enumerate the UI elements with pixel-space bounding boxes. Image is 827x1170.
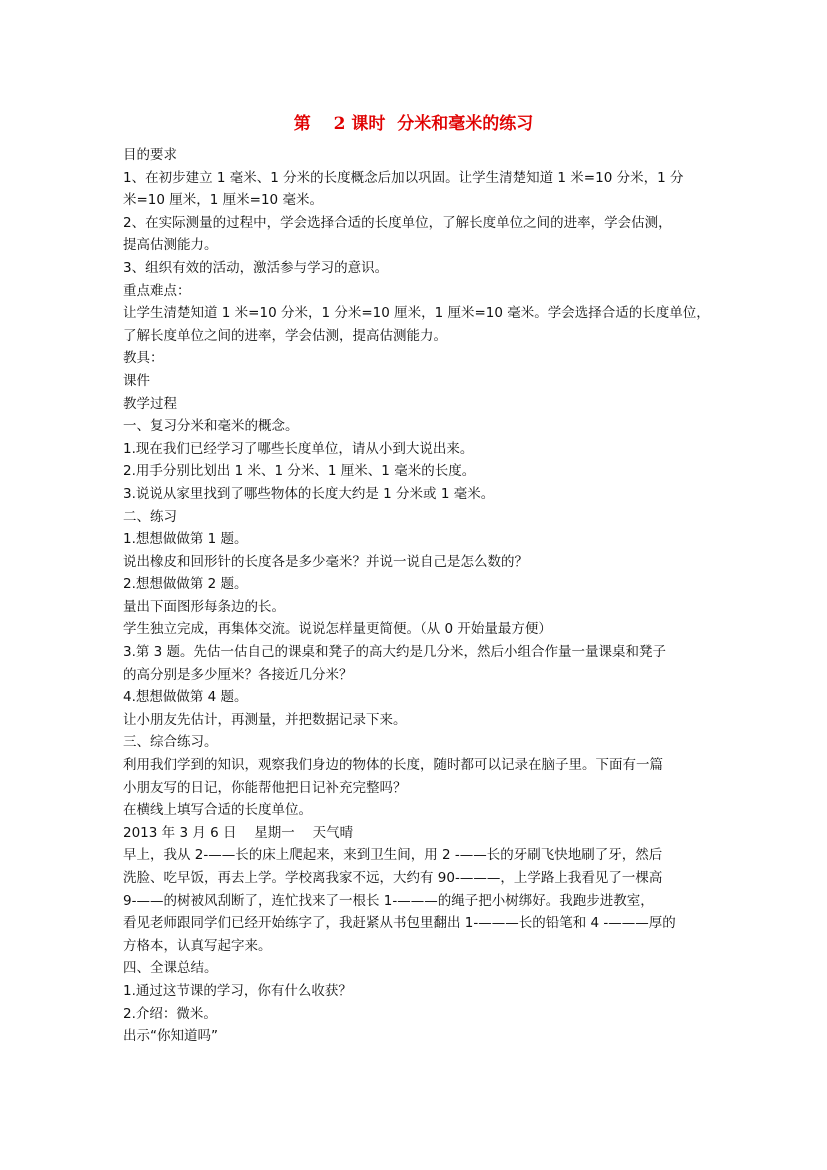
paragraph-line: 3.说说从家里找到了哪些物体的长度大约是 1 分米或 1 毫米。 [123, 485, 495, 502]
diary-line: 洗脸、吃早饭，再去上学。学校离我家不远，大约有 90-———，上学路上我看见了一棵高 [123, 870, 663, 886]
paragraph-line: 的高分别是多少厘米？各接近几分米？ [123, 666, 353, 683]
paragraph-line: 出示“你知道吗” [123, 1028, 218, 1045]
paragraph-line: 提高估测能力。 [123, 237, 218, 254]
diary-line: 方格本，认真写起字来。 [123, 937, 272, 954]
paragraph-line: 3、组织有效的活动，激活参与学习的意识。 [123, 259, 389, 276]
paragraph-line: 小朋友写的日记，你能帮他把日记补充完整吗？ [123, 779, 407, 796]
paragraph-line: 2.介绍：微米。 [123, 1005, 217, 1022]
section-heading: 一、复习分米和毫米的概念。 [123, 418, 299, 435]
paragraph-line: 2.用手分别比划出 1 米、1 分米、1 厘米、1 毫米的长度。 [123, 463, 476, 480]
paragraph-line: 4.想想做做第 4 题。 [123, 689, 248, 706]
diary-line: 早上，我从 2-——长的床上爬起来，来到卫生间，用 2 -——长的牙刷飞快地刷了牙，然后 [123, 847, 663, 864]
section-heading: 二、练习 [123, 508, 177, 525]
paragraph-line: 2、在实际测量的过程中，学会选择合适的长度单位，了解长度单位之间的进率，学会估测， [123, 214, 672, 231]
lesson-title: 第 2 课时 分米和毫米的练习 [293, 114, 534, 134]
paragraph-line: 量出下面图形每条边的长。 [123, 598, 285, 615]
paragraph-line: 课件 [123, 372, 150, 389]
paragraph-line: 让小朋友先估计，再测量，并把数据记录下来。 [123, 711, 407, 728]
paragraph-line: 米=10 厘米，1 厘米=10 毫米。 [123, 192, 323, 209]
diary-date-line: 2013 年 3 月 6 日 星期一 天气晴 [123, 824, 354, 841]
paragraph-line: 1、在初步建立 1 毫米、1 分米的长度概念后加以巩固。让学生清楚知道 1 米=10 分米，1 分 [123, 169, 684, 186]
paragraph-line: 利用我们学到的知识，观察我们身边的物体的长度，随时都可以记录在脑子里。下面有一篇 [123, 757, 663, 774]
paragraph-line: 学生独立完成，再集体交流。说说怎样量更简便。（从 0 开始量最方便） [123, 621, 552, 638]
diary-line: 看见老师跟同学们已经开始练字了，我赶紧从书包里翻出 1-———长的铅笔和 4 -———厚的 [123, 915, 676, 932]
paragraph-line: 在横线上填写合适的长度单位。 [123, 802, 312, 819]
diary-line: 9-——的树被风刮断了，连忙找来了一根长 1-———的绳子把小树绑好。我跑步进教室， [123, 892, 654, 909]
section-heading: 三、综合练习。 [123, 734, 218, 751]
paragraph-line: 了解长度单位之间的进率，学会估测，提高估测能力。 [123, 327, 447, 344]
section-heading: 教学过程 [123, 395, 177, 412]
section-heading: 重点难点： [123, 282, 191, 299]
paragraph-line: 让学生清楚知道 1 米=10 分米，1 分米=10 厘米，1 厘米=10 毫米。学会选择合适的长度单位， [123, 305, 710, 322]
paragraph-line: 1.通过这节课的学习，你有什么收获？ [123, 982, 352, 999]
paragraph-line: 3.第 3 题。先估一估自己的课桌和凳子的高大约是几分米，然后小组合作量一量课桌和凳子 [123, 644, 667, 661]
section-heading: 四、全课总结。 [123, 960, 218, 977]
paragraph-line: 说出橡皮和回形针的长度各是多少毫米？并说一说自己是怎么数的？ [123, 553, 528, 570]
paragraph-line: 1.想想做做第 1 题。 [123, 531, 248, 548]
paragraph-line: 1.现在我们已经学习了哪些长度单位，请从小到大说出来。 [123, 440, 474, 457]
section-heading: 教具： [123, 350, 164, 367]
section-heading: 目的要求 [123, 147, 177, 163]
lesson-body [123, 144, 713, 1048]
paragraph-line: 2.想想做做第 2 题。 [123, 576, 248, 593]
